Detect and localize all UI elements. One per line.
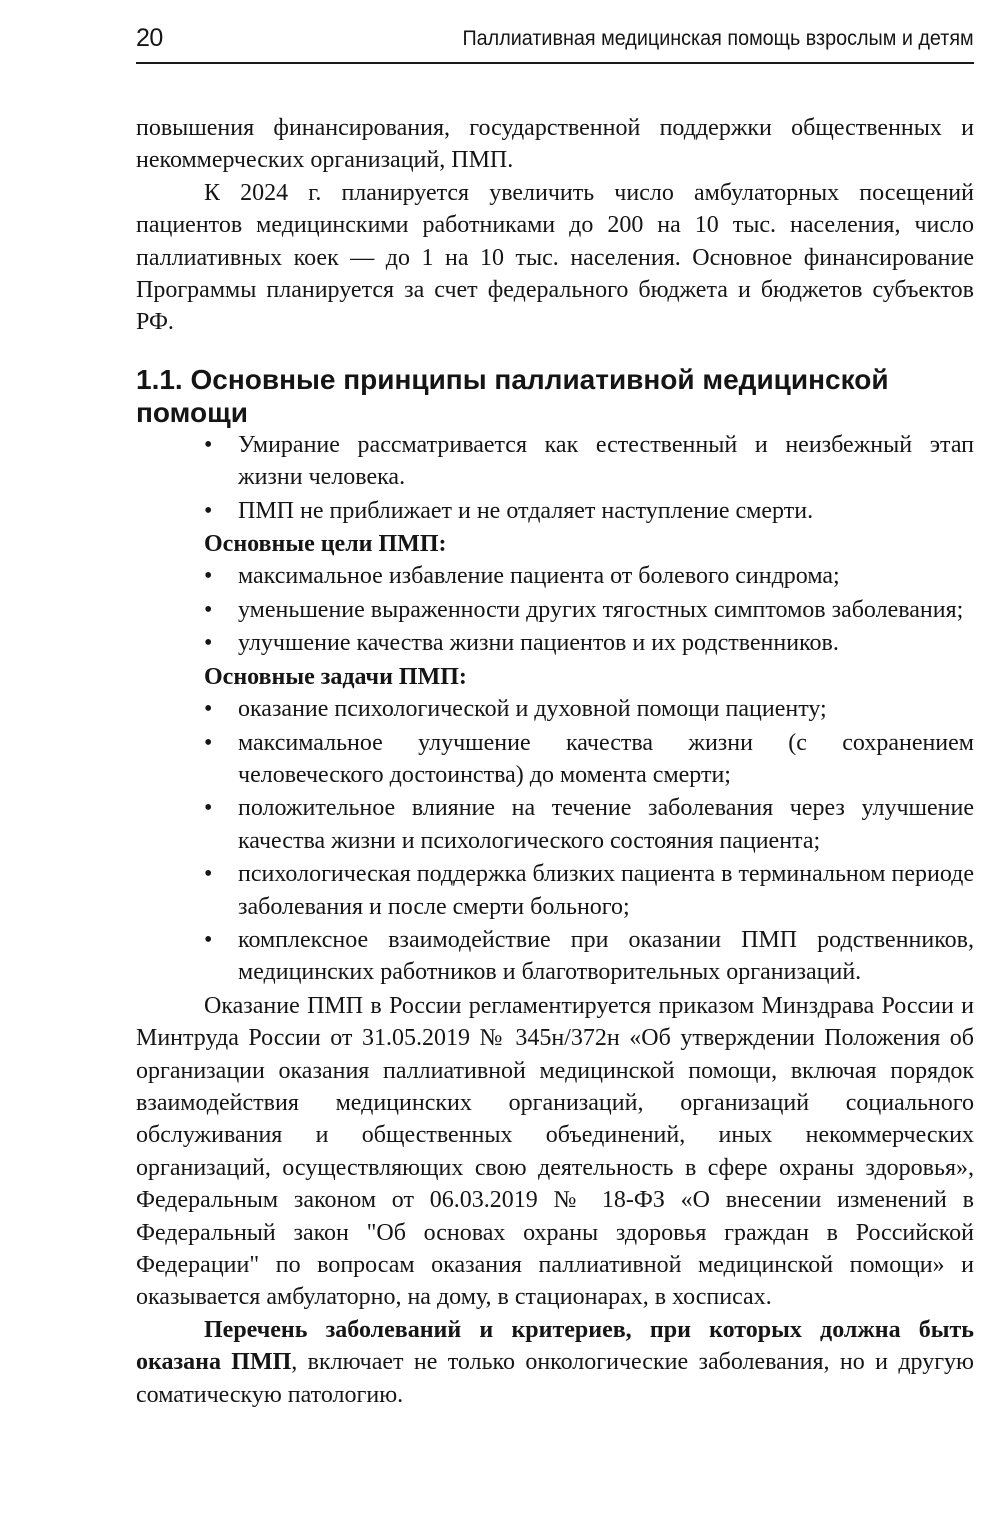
- list-item: • уменьшение выраженности других тягостных симптомов заболевания;: [238, 594, 974, 626]
- paragraph-disease-list: [136, 1314, 974, 1411]
- list-item: • максимальное улучшение качества жизни (с сохранением человеческого достоинства) до момента смерти;: [238, 727, 974, 792]
- paragraph-continuation: повышения финансирования, государственной поддержки общественных и некоммерческих организаций, ПМП.: [136, 115, 974, 174]
- principles-list: [136, 429, 974, 527]
- list-item: • комплексное взаимодействие при оказании ПМП родственников, медицинских работников и благотворительных организаций.: [238, 924, 974, 989]
- page-body: [136, 112, 974, 1411]
- goals-heading: Основные цели ПМП:: [204, 531, 447, 558]
- list-item: • оказание психологической и духовной помощи пациенту;: [238, 693, 974, 725]
- disease-list-rest: , включает не только онкологические заболевания, но и другую соматическую патологию.: [136, 1349, 974, 1408]
- paragraph-regulation: Оказание ПМП в России регламентируется приказом Минздрава России и Минтруда России от 31.05.2019 № 345н/372н «Об утверждении Положения об организации оказания паллиативной медицинской помощи, включая порядок взаимодействия медицинских организаций, организаций социального обслуживания и общественных объединений, иных некоммерческих организаций, осуществляющих свою деятельность в сфере охраны здоровья», Федеральным законом от 06.03.2019 № 18-ФЗ «О внесении изменений в Федеральный закон "Об основах охраны здоровья граждан в Российской Федерации" по вопросам оказания паллиативной медицинской помощи» и оказывается амбулаторно, на дому, в стационарах, в хосписах.: [136, 992, 974, 1311]
- list-item: • психологическая поддержка близких пациента в терминальном периоде заболевания и после смерти больного;: [238, 858, 974, 923]
- page-number: 20: [136, 24, 163, 52]
- list-item: • положительное влияние на течение заболевания через улучшение качества жизни и психологического состояния пациента;: [238, 792, 974, 857]
- running-head: [136, 22, 974, 64]
- paragraph-plans-2024: К 2024 г. планируется увеличить число амбулаторных посещений пациентов медицинскими работниками до 200 на 10 тыс. населения, число паллиативных коек — до 1 на 10 тыс. населения. Основное финансирование Программы планируется за счет федерального бюджета и бюджетов субъектов РФ.: [136, 179, 974, 336]
- list-item: • ПМП не приближает и не отдаляет наступление смерти.: [238, 495, 974, 527]
- running-title: Паллиативная медицинская помощь взрослым и детям: [462, 26, 974, 50]
- goals-list: [136, 560, 974, 659]
- list-item: • улучшение качества жизни пациентов и их родственников.: [238, 627, 974, 659]
- list-item: • Умирание рассматривается как естественный и неизбежный этап жизни человека.: [238, 429, 974, 494]
- tasks-heading: Основные задачи ПМП:: [204, 663, 467, 690]
- disease-list-lead: Перечень заболеваний и критериев, при которых должна быть оказана ПМП: [136, 1316, 974, 1376]
- section-heading: 1.1. Основные принципы паллиативной медицинской помощи: [136, 363, 889, 428]
- list-item: • максимальное избавление пациента от болевого синдрома;: [238, 560, 974, 592]
- tasks-list: [136, 693, 974, 989]
